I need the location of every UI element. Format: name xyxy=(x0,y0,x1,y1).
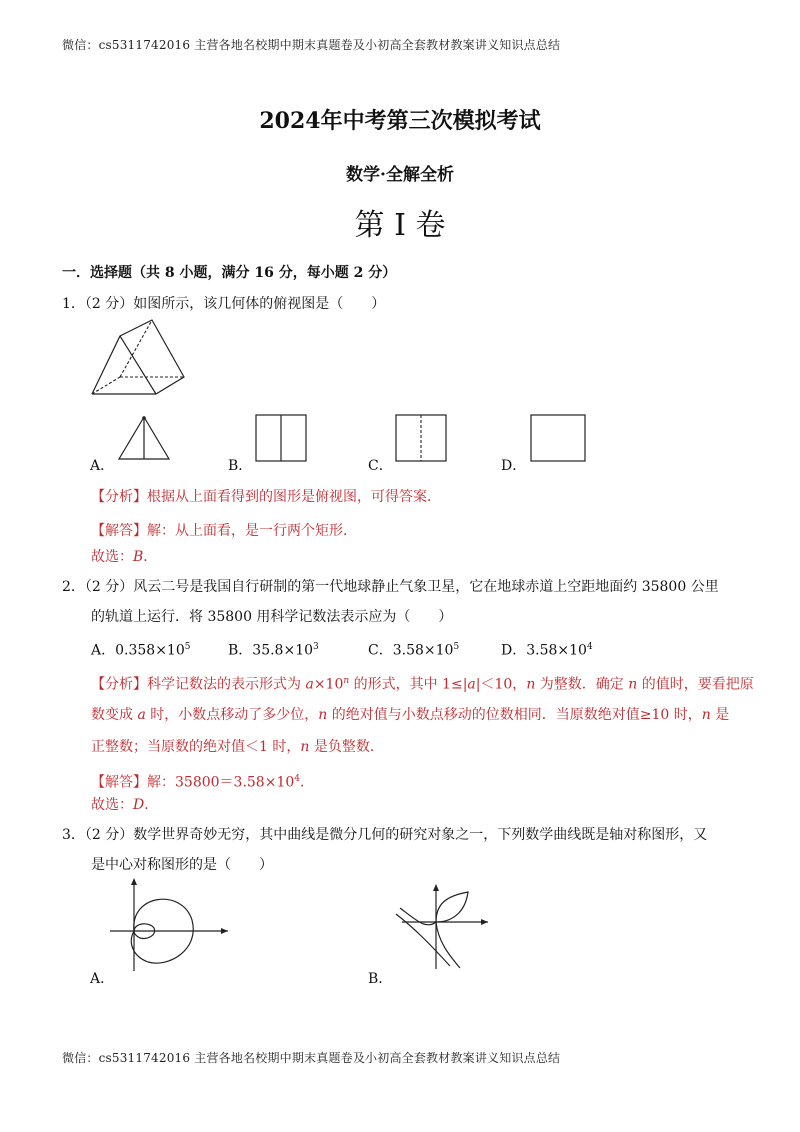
q2-choice-prefix: 故选： xyxy=(91,797,133,813)
q2-option-a xyxy=(91,630,190,668)
var-n: n xyxy=(526,676,536,693)
q2-choice-line xyxy=(91,788,158,822)
q2-analysis-text: 的绝对值与小数点移动的位数相同．当原数绝对值≥10 时， xyxy=(327,707,702,723)
q2-option-c-exp: 5 xyxy=(453,642,460,652)
page-header: 微信：cs5311742016 主营各地名校期中期末真题卷及小初高全套教材教案讲义知识点总结 xyxy=(62,38,561,52)
q1-choice-letter: B xyxy=(133,549,144,565)
q2-analysis-text: 为整数．确定 xyxy=(535,676,629,693)
question-2-stem-line2: 的轨道上运行．将 35800 用科学记数法表示应为（ ） xyxy=(91,609,453,625)
q2-choice-letter: D xyxy=(133,797,145,813)
q1-option-d-label: D． xyxy=(501,458,527,474)
q2-option-c-label: C． xyxy=(368,642,393,659)
q2-option-b-exp: 3 xyxy=(313,642,319,652)
q1-option-b-rects xyxy=(255,414,307,462)
var-a: a xyxy=(137,707,146,723)
q3-option-b-label: B． xyxy=(368,971,393,987)
prism-figure xyxy=(90,318,190,400)
q2-answer-text: 【解答】解：35800＝3.58×10 xyxy=(91,774,295,791)
q2-analysis-text: 时，小数点移动了多少位， xyxy=(145,707,319,723)
q2-analysis-text: 是负整数． xyxy=(309,739,384,755)
page-footer: 微信：cs5311742016 主营各地名校期中期末真题卷及小初高全套教材教案讲义知识点总结 xyxy=(62,1051,561,1065)
q3-option-a-curve xyxy=(110,878,230,972)
q2-option-b xyxy=(228,630,319,668)
q2-option-a-base: 0.358×10 xyxy=(115,642,185,659)
section-heading: 一．选择题（共 8 小题，满分 16 分，每小题 2 分） xyxy=(62,265,397,281)
q1-option-b-label: B． xyxy=(228,458,253,474)
question-3-stem-line2: 是中心对称图形的是（ ） xyxy=(91,857,273,873)
q2-option-b-base: 35.8×10 xyxy=(252,642,314,659)
var-n: n xyxy=(318,707,328,723)
question-1-stem: 1．（2 分）如图所示，该几何体的俯视图是（ ） xyxy=(62,296,386,312)
q2-choice-suffix: ． xyxy=(144,797,159,813)
q2-option-d-exp: 4 xyxy=(586,642,593,652)
q2-analysis-text: ×10 xyxy=(313,676,344,693)
var-n: n xyxy=(628,676,638,693)
q2-analysis-text: 的值时，要看把原 xyxy=(637,676,754,693)
q2-analysis-text: 【分析】科学记数法的表示形式为 xyxy=(91,676,306,693)
volume-heading: 第 I 卷 xyxy=(354,208,446,243)
q2-analysis-line2 xyxy=(91,698,729,732)
q2-option-a-exp: 5 xyxy=(184,642,191,652)
q2-option-c xyxy=(368,630,459,668)
page-title: 2024年中考第三次模拟考试 xyxy=(259,108,541,134)
q2-answer-end: ． xyxy=(300,774,314,791)
var-n: n xyxy=(343,676,350,686)
q1-choice-suffix: ． xyxy=(143,549,158,565)
question-2-stem-line1: 2．（2 分）风云二号是我国自行研制的第一代地球静止气象卫星，它在地球赤道上空距地面约 35800 公里 xyxy=(62,579,719,595)
q2-answer-exp: 4 xyxy=(294,774,300,784)
q2-option-c-base: 3.58×10 xyxy=(392,642,454,659)
q2-option-d-label: D． xyxy=(501,642,527,659)
q2-analysis-text: 正整数；当原数的绝对值＜1 时， xyxy=(91,739,301,755)
q2-option-d-base: 3.58×10 xyxy=(526,642,587,659)
q1-option-a-triangle xyxy=(117,415,171,461)
var-a: a xyxy=(305,676,314,693)
q2-analysis-text: 数变成 xyxy=(91,707,138,723)
q2-analysis-text: 的形式，其中 1≤| xyxy=(349,676,468,693)
q2-option-b-label: B． xyxy=(228,642,253,659)
q2-analysis-line3 xyxy=(91,730,384,764)
var-n: n xyxy=(300,739,310,755)
page-subtitle: 数学·全解全析 xyxy=(346,165,454,185)
q2-option-a-label: A． xyxy=(91,642,116,659)
q1-option-c-label: C． xyxy=(368,458,393,474)
var-a: a xyxy=(467,676,476,693)
q1-option-d-rect xyxy=(530,414,586,462)
var-n: n xyxy=(701,707,711,723)
q2-analysis-line1 xyxy=(91,664,754,702)
q1-choice-prefix: 故选： xyxy=(91,549,133,565)
q2-option-d xyxy=(501,630,593,668)
q3-option-a-label: A． xyxy=(90,971,115,987)
q2-analysis-text: |＜10， xyxy=(475,676,527,693)
q2-analysis-text: 是 xyxy=(710,707,730,723)
q1-choice-line xyxy=(91,540,157,574)
q1-analysis: 【分析】根据从上面看得到的图形是俯视图，可得答案． xyxy=(91,489,441,505)
question-3-stem-line1: 3．（2 分）数学世界奇妙无穷，其中曲线是微分几何的研究对象之一，下列数学曲线既是轴对称图形，又 xyxy=(62,827,708,843)
q1-option-c-rects xyxy=(395,414,447,462)
q1-option-a-label: A． xyxy=(90,458,115,474)
q3-option-b-curve xyxy=(390,884,490,970)
q1-answer: 【解答】解：从上面看，是一行两个矩形． xyxy=(91,523,357,539)
